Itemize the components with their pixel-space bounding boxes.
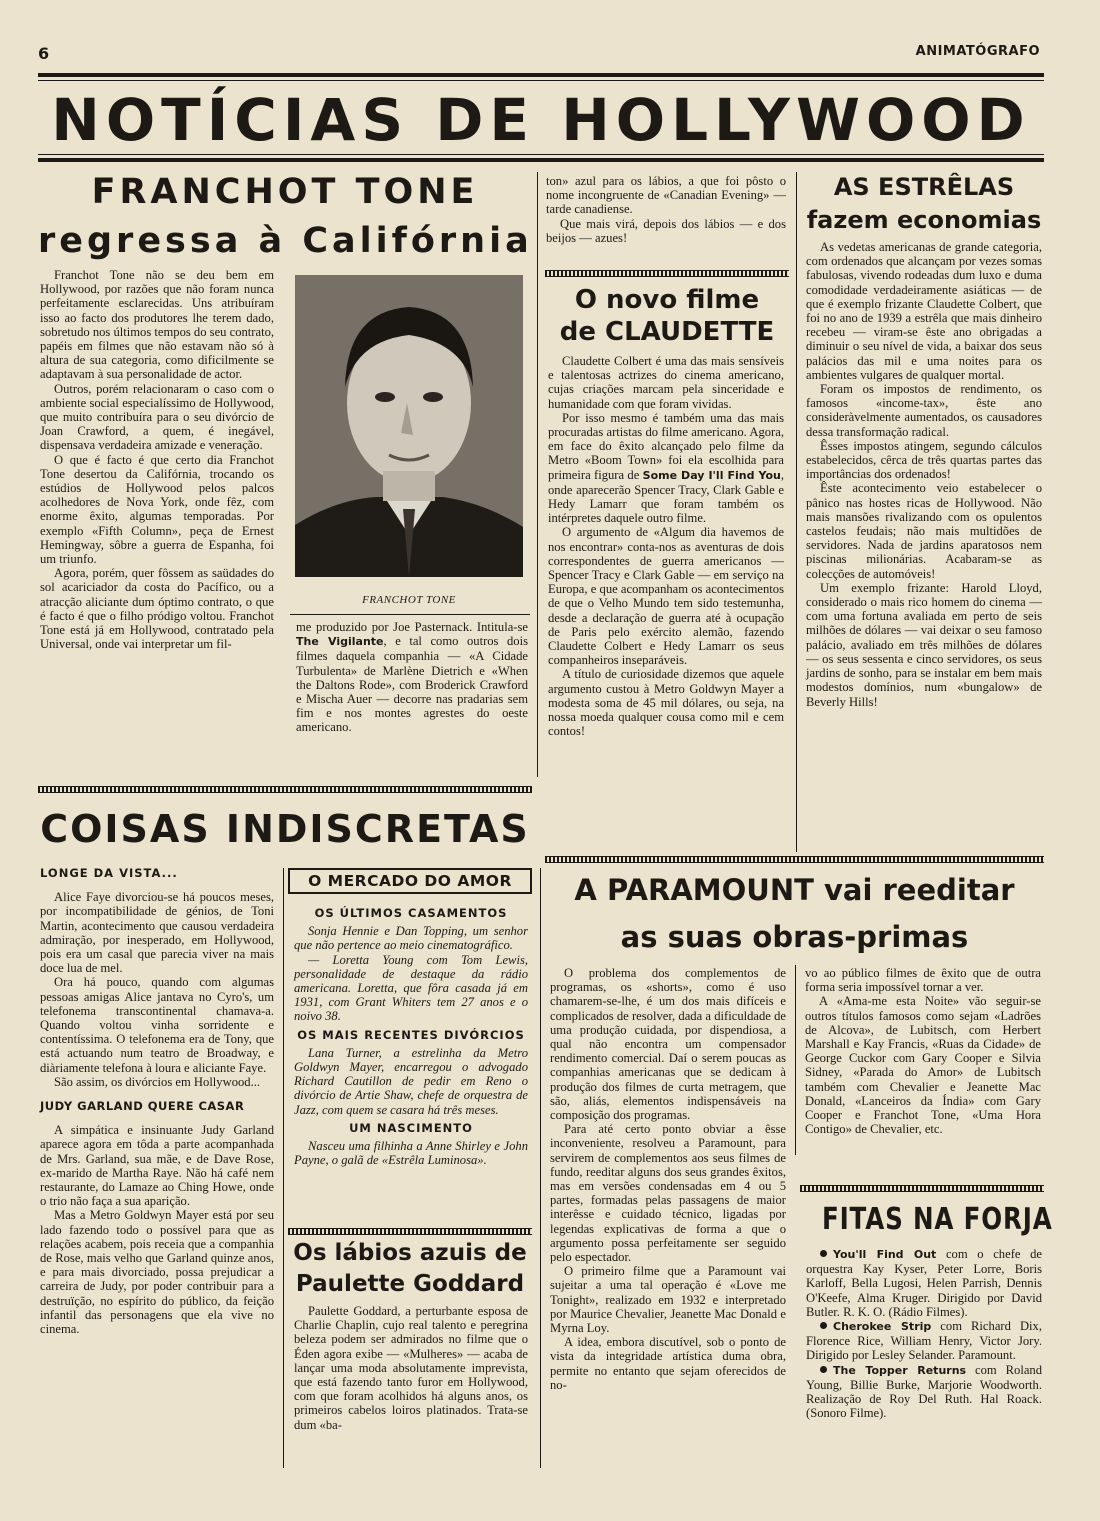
franchot-photo-caption: FRANCHOT TONE bbox=[362, 594, 456, 606]
claudette-title: O novo filme bbox=[574, 285, 760, 315]
section-divider bbox=[800, 1185, 1044, 1192]
paragraph: ton» azul para os lábios, a que foi pôsto o nome incongruente de «Canadian Evening» — tarde canadiense. bbox=[546, 174, 786, 217]
franchot-column-2 bbox=[296, 620, 528, 735]
film-title: The Vigilante bbox=[296, 635, 384, 649]
column-divider bbox=[537, 172, 538, 777]
paragraph: vo ao público filmes de êxito que de outra forma seria impossível tornar a ver. bbox=[805, 966, 1041, 995]
paramount-column-1 bbox=[550, 966, 786, 1392]
paragraph-text: me produzido por Joe Pasternack. Intitula-se bbox=[296, 620, 528, 634]
section-divider bbox=[545, 270, 789, 277]
section-divider bbox=[38, 786, 532, 793]
paragraph: A simpática e insinuante Judy Garland aparece agora em tôda a parte acompanhada de Mrs. Garland, sua mãe, e de Dave Rose, ex-marido de Martha Raye. Não há café nem restaurante, do Lamaze ao Ching Howe, onde o trio não faça a sua aparição. bbox=[40, 1123, 274, 1209]
coisas-subheading: LONGE DA VISTA... bbox=[40, 866, 178, 880]
film-title: Cherokee Strip bbox=[833, 1320, 932, 1334]
paragraph: A título de curiosidade dizemos que aquele argumento custou à Metro Goldwyn Mayer a modesta soma de 45 mil dólares, ou seja, na nossa moeda qualquer cousa como mil e cem contos! bbox=[548, 667, 784, 739]
paramount-title: A PARAMOUNT vai reeditar bbox=[574, 873, 1015, 907]
paragraph: Claudette Colbert é uma das mais sensíveis e talentosas actrizes do cinema americano, cujas criações marcam pela sinceridade e humanidade com que foram vividas. bbox=[548, 354, 784, 411]
estrelas-subtitle: fazem economias bbox=[806, 206, 1042, 234]
paragraph: Nasceu uma filhinha a Anne Shirley e John Payne, o galã de «Estrêla Luminosa». bbox=[294, 1139, 528, 1168]
bullet-icon bbox=[820, 1322, 827, 1329]
bullet-icon bbox=[820, 1250, 827, 1257]
estrelas-text bbox=[806, 240, 1042, 709]
claudette-subtitle: de CLAUDETTE bbox=[559, 317, 775, 347]
list-item bbox=[806, 1363, 1042, 1421]
masthead-rule-top bbox=[38, 73, 1044, 77]
paragraph: Outros, porém relacionaram o caso com o ambiente social especialíssimo de Hollywood, que muito contribuíra para o seu divórcio de Joan Crawford, a quem, é inegável, dispensava verdadeira amizade e veneração. bbox=[40, 381, 274, 453]
paragraph: As vedetas americanas de grande categoria, com ordenados que alcançam por vezes somas fabulosas, vivendo rodeadas dum luxo e duma comodidade verdadeiramente asiáticas — de que é exemplo frizante Claudette Colbert, que foi no ano de 1939 a estrêla que mais dinheiro recebeu — viram-se êste ano obrigadas a diminuir o seu nível de vida, a baixar dos seus palácios das mil e uma noites para os ambientes vulgares de qualquer mortal. bbox=[806, 240, 1042, 382]
paragraph: Franchot Tone não se deu bem em Hollywood, por razões que não foram nunca perfeitamente esclarecidas. Uns atribuíram isso ao facto dos produtores lhe terem dado, sobretudo nos últimos tempos do seu contrato, papéis em filmes que não estavam não só à altura de sua categoria, como dificilmente se adaptavam à sua personalidade de actor. bbox=[40, 268, 275, 382]
mercado-subheading: UM NASCIMENTO bbox=[349, 1120, 473, 1135]
paragraph: A «Ama-me esta Noite» vão seguir-se outros títulos famosos como sejam «Ladrões de Alcova», de Lubitsch, com Herbert Marshall e Kay Francis, «Ruas da Cidade» de George Cuckor com Gary Cooper e Silvia Sidney, «Parada do Amor» de Lubitsch também com Chevalier e Jeanette Mac Donald, «Lanceiros da Índia» com Gary Cooper e Franchot Tone, «Uma Hora Contigo» de Chevalier, etc. bbox=[805, 994, 1041, 1137]
estrelas-title: AS ESTRÊLAS bbox=[833, 173, 1015, 201]
bullet-icon bbox=[820, 1366, 827, 1373]
labios-title: Os lábios azuis de Paulette Goddard bbox=[293, 1240, 527, 1297]
paragraph: Mas a Metro Goldwyn Mayer está por seu lado fazendo todo o possível para que as relações acabem, pois receia que a companhia de Rose, mais velho que Garland quinze anos, e para mais divorciado, possa prejudicar a carreira de Judy, por poder contribuir para a destruïção, no espírito do público, da feição infantil das personagens que ela vive no cinema. bbox=[40, 1208, 274, 1337]
paragraph: São assim, os divórcios em Hollywood... bbox=[54, 1074, 261, 1089]
coisas-subheading: JUDY GARLAND QUERE CASAR bbox=[40, 1099, 245, 1114]
fitas-title: FITAS NA FORJA bbox=[821, 1202, 1053, 1237]
mercado-subheading: OS ÚLTIMOS CASAMENTOS bbox=[314, 906, 508, 920]
labios-continuation bbox=[546, 174, 786, 245]
masthead-rule-bottom-thin bbox=[38, 154, 1044, 155]
paragraph: O que é facto é que certo dia Franchot Tone desertou da Califórnia, trocando os estúdios de Hollywood pelos palcos acolhedores de Nova York, onde fêz, com enorme êxito, algumas temporadas. Por exemplo «Fifth Column», peça de Ernest Hemingway, sôbre a guerra de Espanha, foi um triunfo. bbox=[40, 452, 274, 567]
page-number: 6 bbox=[38, 44, 50, 63]
paragraph-text: , e tal como outros dois filmes daquela companhia — «A Cidade Turbulenta» de Marlène Dietrich e «When the Daltons Rode», com Broderick Crawford e Mischa Auer — decorre nas pradarias sem fim e nos montes agrestes do oeste americano. bbox=[296, 634, 528, 735]
franchot-photo bbox=[295, 275, 523, 577]
claudette-text bbox=[548, 354, 784, 738]
section-divider bbox=[545, 856, 1044, 863]
paramount-subtitle: as suas obras-primas bbox=[620, 920, 969, 954]
paragraph: Alice Faye divorciou-se há poucos meses, por incompatibilidade de génios, de Toni Martin, acontecimento que causou verdadeira admiração, por inesperado, em Hollywood, pois era um casal que parecia viver na mais doce lua de mel. bbox=[40, 890, 274, 976]
column-divider bbox=[795, 965, 796, 1155]
paragraph: Agora, porém, quer fôssem as saüdades do sol acariciador da costa do Pacífico, ou a atracção aliciante dum óptimo contrato, o que é facto é que o filho pródigo voltou. Franchot Tone está já em Hollywood, contratado pela Universal, onde vai interpretar um fil- bbox=[40, 566, 274, 652]
magazine-name: ANIMATÓGRAFO bbox=[915, 44, 1040, 59]
mercado-title: O MERCADO DO AMOR bbox=[308, 872, 512, 890]
list-item-text: com Roland Young, Billie Burke, Marjorie Woodworth. Realização de Roy Del Ruth. Hal Roack. (Sonoro Filme). bbox=[806, 1362, 1042, 1421]
fitas-list bbox=[806, 1247, 1042, 1420]
list-item bbox=[806, 1247, 1042, 1319]
paragraph-text: Por isso mesmo é também uma das mais procuradas artistas do filme americano. Agora, em face do êxito alcançado pelo filme da Metro «Boom Town» foi ela escolhida para primeira figura de bbox=[548, 410, 784, 482]
list-item-text: com Richard Dix, Florence Rice, William Henry, Victor Jory. Dirigido por Lesley Selander. Paramount. bbox=[806, 1319, 1042, 1363]
paragraph: A idea, embora discutível, sob o ponto de vista da integridade artística duma obra, permite no entanto que sejam oferecidos de no- bbox=[550, 1335, 786, 1392]
column-divider bbox=[796, 172, 797, 852]
labios-text bbox=[294, 1304, 528, 1432]
paragraph: Para até certo ponto obviar a êsse inconveniente, resolveu a Paramount, para servirem de complementos aos seus filmes de fundo, reeditar alguns dos seus grandes êxitos, mas em versões condensadas em 4 ou 5 partes, formadas pelas passagens de maior interêsse e cuidado técnico, ligadas por legendas explicativas de forma a que o argumento possa perfeitamente ser seguido pelo espectador. bbox=[550, 1122, 786, 1265]
paragraph: Lana Turner, a estrelinha da Metro Goldwyn Mayer, encarregou o advogado Richard Cautillon de pedir em Reno o divórcio de Artie Shaw, chefe de orquestra de Jazz, com quem se casara há três meses. bbox=[294, 1045, 528, 1117]
mercado-subheading: OS MAIS RECENTES DIVÓRCIOS bbox=[297, 1027, 525, 1042]
masthead-title: NOTÍCIAS DE HOLLYWOOD bbox=[51, 86, 1031, 154]
list-item bbox=[806, 1319, 1042, 1363]
paragraph: Foram os impostos de rendimento, os famosos «income-tax», êste ano consideràvelmente aumentados, os causadores dessa transformação radical. bbox=[806, 382, 1042, 439]
column-divider bbox=[283, 868, 284, 1468]
paragraph: Ora há pouco, quando com algumas pessoas amigas Alice jantava no Cyro's, um telefonema transcontinental chamava-a. Quando voltou vinha sorridente e contentíssima. O telefonema era de Tony, que está actuando num teatro de Broadway, e diàriamente telefona à loura e aliciante Faye. bbox=[40, 975, 274, 1075]
paragraph: Paulette Goddard, a perturbante esposa de Charlie Chaplin, cujo real talento e peregrina beleza podem ser admirados no filme que o Éden agora exibe — «Mulheres» — acaba de lançar uma moda absolutamente imprevista, que está fazendo tanto furor em Hollywood, com que foram acolhidos há alguns anos, os primeiros cabelos loiros platinados. Trata-se dum «ba- bbox=[294, 1304, 528, 1432]
franchot-subtitle: regressa à Califórnia bbox=[38, 221, 533, 261]
paragraph: Êste acontecimento veio estabelecer o pânico nas hostes ricas de Hollywood. Não mais mansões rivalizando com os opulentos castelos feudais; não mais multidões de servidores. Nada de jardins aparatosos nem piscinas milionárias. Acabaram-se as colecções de automóveis! bbox=[806, 481, 1042, 581]
list-item-text: com o chefe de orquestra Kay Kyser, Peter Lorre, Boris Karloff, Bella Lugosi, Helen Parrish, Dennis O'Keefe, Alma Kruger. Dirigido por David Butler. R. K. O. (Rádio Filmes). bbox=[806, 1247, 1042, 1319]
paragraph-text: , onde aparecerão Spencer Tracy, Clark Gable e Hedy Lamarr que foram também os intérpretes daquele outro filme. bbox=[548, 467, 784, 526]
film-title: You'll Find Out bbox=[833, 1248, 937, 1261]
masthead-rule-top-thin bbox=[38, 80, 1044, 81]
film-title: The Topper Returns bbox=[833, 1363, 967, 1377]
paragraph: O primeiro filme que a Paramount vai sujeitar a uma tal operação é «Love me Tonight», realizado em 1932 e interpretado por Maurice Chevalier, Jeanette Mac Donald e Myrna Loy. bbox=[550, 1264, 786, 1336]
paragraph: — Loretta Young com Tom Lewis, personalidade de destaque da rádio americana. Loretta, que fôra casada já em 1931, com Grant Whiters tem 27 anos e o noivo 38. bbox=[294, 952, 528, 1024]
paragraph: O argumento de «Algum dia havemos de nos encontrar» conta-nos as aventuras de dois correspondentes de guerra americanos — Spencer Tracy e Clark Gable — em serviço na Europa, e que acompanham os acontecimentos de que o Velho Mundo tem sido testemunha, desde a declaração de guerra até à ocupação de Paris pelo exército alemão, fazendo Claudette Colbert e Hedy Lamarr os seus companheiros inseparáveis. bbox=[548, 525, 784, 668]
paramount-column-2 bbox=[805, 966, 1041, 1136]
franchot-column-1 bbox=[40, 268, 274, 651]
film-title: Some Day I'll Find You bbox=[642, 468, 781, 482]
paragraph: Que mais virá, depois dos lábios — e dos beijos — azues! bbox=[546, 216, 786, 245]
paragraph bbox=[548, 411, 784, 526]
portrait-image bbox=[295, 275, 523, 577]
paragraph: O problema dos complementos de programas, os «shorts», como é uso chamarem-se-lhe, é um dos mais difíceis e complicados de resolver, dada a dificuldade de uma produção cuidada, por dispendiosa, a qual não encontra um compensador rendimento comercial. Daí o serem poucas as companhias americanas que se dedicam à produção dos filmes de curta metragem, que são, aliás, elementos indispensáveis na composição dos programas. bbox=[550, 966, 786, 1123]
masthead-rule-bottom bbox=[38, 158, 1044, 162]
coisas-title: COISAS INDISCRETAS bbox=[40, 807, 530, 851]
section-divider bbox=[288, 1228, 532, 1235]
paragraph: Um exemplo frizante: Harold Lloyd, considerado o mais rico homem do cinema — com uma fortuna avaliada em perto de seis milhões de dólares — vai deixar o seu famoso palácio, avaliado em três milhões de dólares — os seus sessenta e cinco servidores, os seus jardins de sonho, para se instalar em bem mais modestos domínios, num «bungalow» de Beverly Hills! bbox=[806, 580, 1042, 709]
coisas-text bbox=[40, 866, 274, 1336]
paragraph bbox=[296, 620, 528, 735]
paragraph: Êsses impostos atingem, segundo cálculos estabelecidos, cêrca de três quartas partes das importâncias dos ordenados! bbox=[806, 438, 1042, 482]
caption-rule bbox=[290, 614, 530, 615]
paragraph: Sonja Hennie e Dan Topping, um senhor que não pertence ao meio cinematográfico. bbox=[294, 924, 528, 953]
column-divider bbox=[540, 868, 541, 1468]
mercado-text bbox=[294, 906, 528, 1167]
franchot-title: FRANCHOT TONE bbox=[91, 172, 479, 212]
